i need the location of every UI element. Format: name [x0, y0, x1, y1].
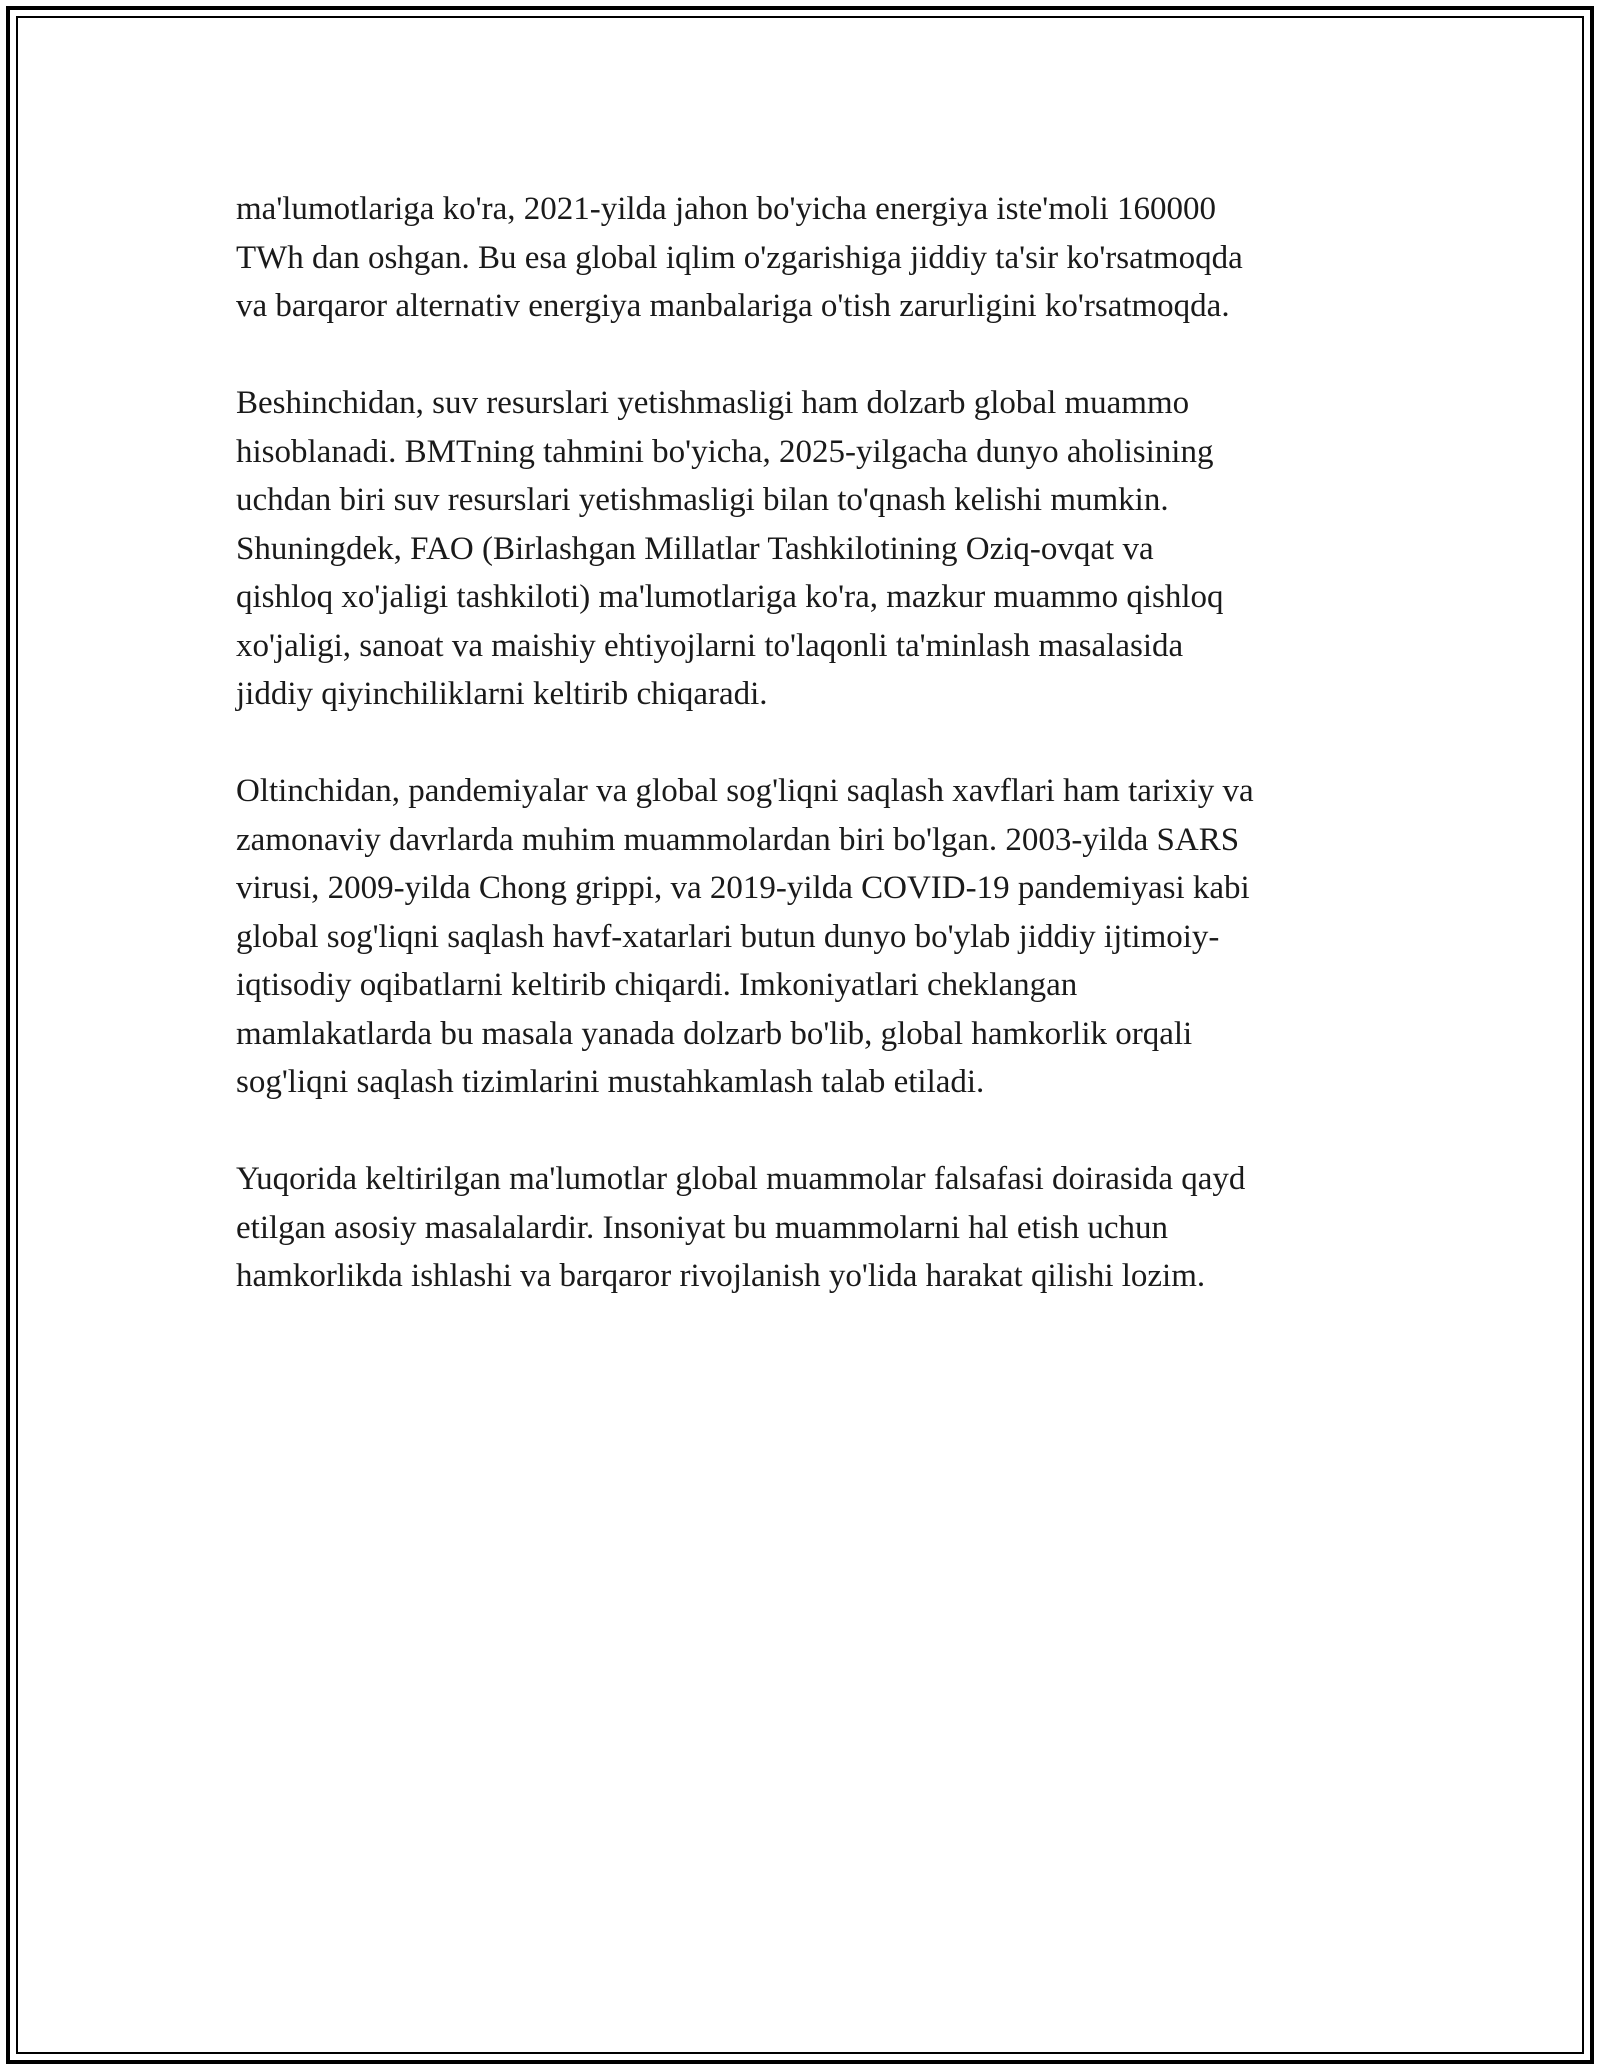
paragraph-pandemics: Oltinchidan, pandemiyalar va global sog'liqni saqlash xavflari ham tarixiy va zamonaviy davrlarda muhim muammolardan biri bo'lgan. 2003-yilda SARS virusi, 2009-yilda Chong grippi, va 2019-yilda COVID-19 pandemiyasi kabi global sog'liqni saqlash havf-xatarlari butun dunyo bo'ylab jiddiy ijtimoiy- iqtisodiy oqibatlarni keltirib chiqardi. Imkoniyatlari cheklangan mamlakatlarda bu masala yanada dolzarb bo'lib, global hamkorlik orqali sog'liqni saqlash tizimlarini mustahkamlash talab etiladi. [236, 773, 1254, 1100]
document-body [236, 185, 1396, 1349]
paragraph-conclusion: Yuqorida keltirilgan ma'lumotlar global muammolar falsafasi doirasida qayd etilgan asosiy masalalardir. Insoniyat bu muammolarni hal etish uchun hamkorlikda ishlashi va barqaror rivojlanish yo'lida harakat qilishi lozim. [236, 1161, 1246, 1294]
paragraph-energy-consumption: ma'lumotlariga ko'ra, 2021-yilda jahon bo'yicha energiya iste'moli 160000 TWh dan oshgan. Bu esa global iqlim o'zgarishiga jiddiy ta'sir ko'rsatmoqda va barqaror alternativ energiya manbalariga o'tish zarurligini ko'rsatmoqda. [236, 191, 1243, 324]
paragraph-water-resources: Beshinchidan, suv resurslari yetishmasligi ham dolzarb global muammo hisoblanadi. BMTning tahmini bo'yicha, 2025-yilgacha dunyo aholisining uchdan biri suv resurslari yetishmasligi bilan to'qnash kelishi mumkin. Shuningdek, FAO (Birlashgan Millatlar Tashkilotining Oziq-ovqat va qishloq xo'jaligi tashkiloti) ma'lumotlariga ko'ra, mazkur muammo qishloq xo'jaligi, sanoat va maishiy ehtiyojlarni to'laqonli ta'minlash masalasida jiddiy qiyinchiliklarni keltirib chiqaradi. [236, 385, 1224, 712]
